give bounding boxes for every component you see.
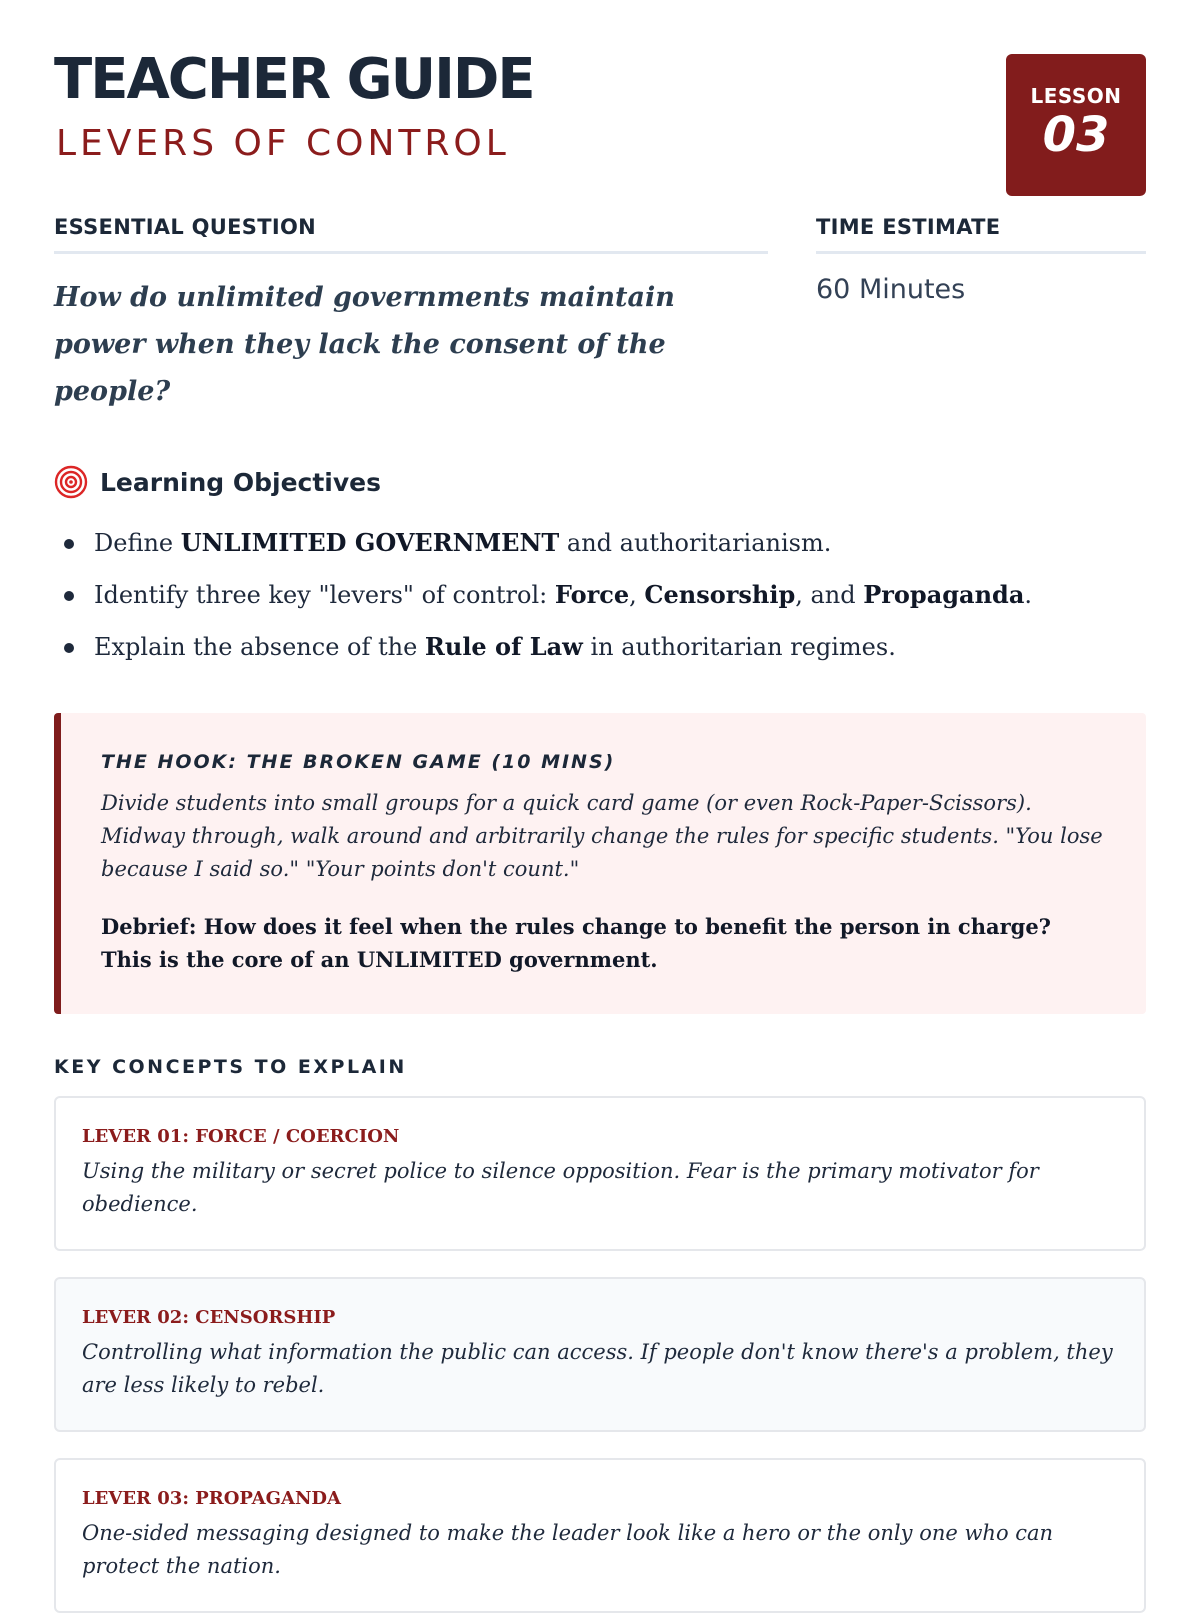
- objective-term: Force: [554, 580, 630, 609]
- objective-text: , and: [795, 581, 864, 609]
- objective-text: Define: [94, 529, 181, 557]
- concept-text: Controlling what information the public can access. If people don't know there's a problem, they are less likely to rebel.: [82, 1340, 1113, 1397]
- header: [54, 0, 1146, 215]
- concept-text: Using the military or secret police to silence opposition. Fear is the primary motivator for obedience.: [82, 1159, 1039, 1216]
- hook-callout: [54, 713, 1146, 1014]
- objective-text: Identify three key "levers" of control:: [94, 581, 555, 609]
- concept-label: LEVER 03: PROPAGANDA: [82, 1488, 341, 1509]
- concept-text: One-sided messaging designed to make the leader look like a hero or the only one who can protect the nation.: [82, 1521, 1054, 1578]
- page-title: TEACHER GUIDE: [54, 47, 534, 112]
- objective-text: ,: [629, 581, 645, 609]
- hook-title: THE HOOK: THE BROKEN GAME (10 MINS): [101, 751, 616, 773]
- objective-term: Censorship: [644, 580, 796, 609]
- lesson-number: 03: [1042, 107, 1110, 163]
- objectives-title: Learning Objectives: [100, 467, 381, 497]
- concept-card: [54, 1277, 1146, 1432]
- objective-text: Explain the absence of the: [94, 633, 425, 661]
- concept-card: [54, 1458, 1146, 1613]
- essential-question-text: How do unlimited governments maintain power when they lack the consent of the people?: [54, 282, 675, 407]
- objective-item: [54, 621, 1146, 673]
- objective-term: UNLIMITED GOVERNMENT: [180, 528, 560, 557]
- objectives-header: [54, 465, 1146, 499]
- lesson-badge: [1006, 54, 1146, 196]
- concept-label: LEVER 01: FORCE / COERCION: [82, 1126, 400, 1147]
- objective-item: [54, 569, 1146, 621]
- meta-row: [54, 215, 1146, 415]
- objective-term: Propaganda: [863, 580, 1025, 609]
- time-estimate-value: 60 Minutes: [816, 274, 966, 305]
- objective-text: in authoritarian regimes.: [582, 633, 896, 661]
- objective-text: .: [1024, 581, 1033, 609]
- target-icon: [54, 465, 88, 499]
- concepts-heading: KEY CONCEPTS TO EXPLAIN: [54, 1056, 407, 1078]
- objectives-list: [54, 517, 1146, 673]
- objective-term: Rule of Law: [424, 632, 583, 661]
- hook-text: Divide students into small groups for a quick card game (or even Rock-Paper-Scissors). Midway through, walk around and arbitrarily change the rules for specific students. "You lose because I said so." "Your points don't count.": [101, 791, 1103, 881]
- objective-text: and authoritarianism.: [559, 529, 832, 557]
- lesson-label: LESSON: [1030, 84, 1122, 108]
- objective-item: [54, 517, 1146, 569]
- essential-question-label: ESSENTIAL QUESTION: [54, 215, 768, 254]
- concept-label: LEVER 02: CENSORSHIP: [82, 1307, 336, 1328]
- hook-debrief: Debrief: How does it feel when the rules change to benefit the person in charge? This is the core of an UNLIMITED government.: [101, 914, 1051, 972]
- concept-card: [54, 1096, 1146, 1251]
- essential-question-section: [54, 215, 768, 415]
- time-estimate-label: TIME ESTIMATE: [816, 215, 1146, 254]
- time-estimate-section: [816, 215, 1146, 415]
- page-subtitle: LEVERS OF CONTROL: [56, 123, 510, 164]
